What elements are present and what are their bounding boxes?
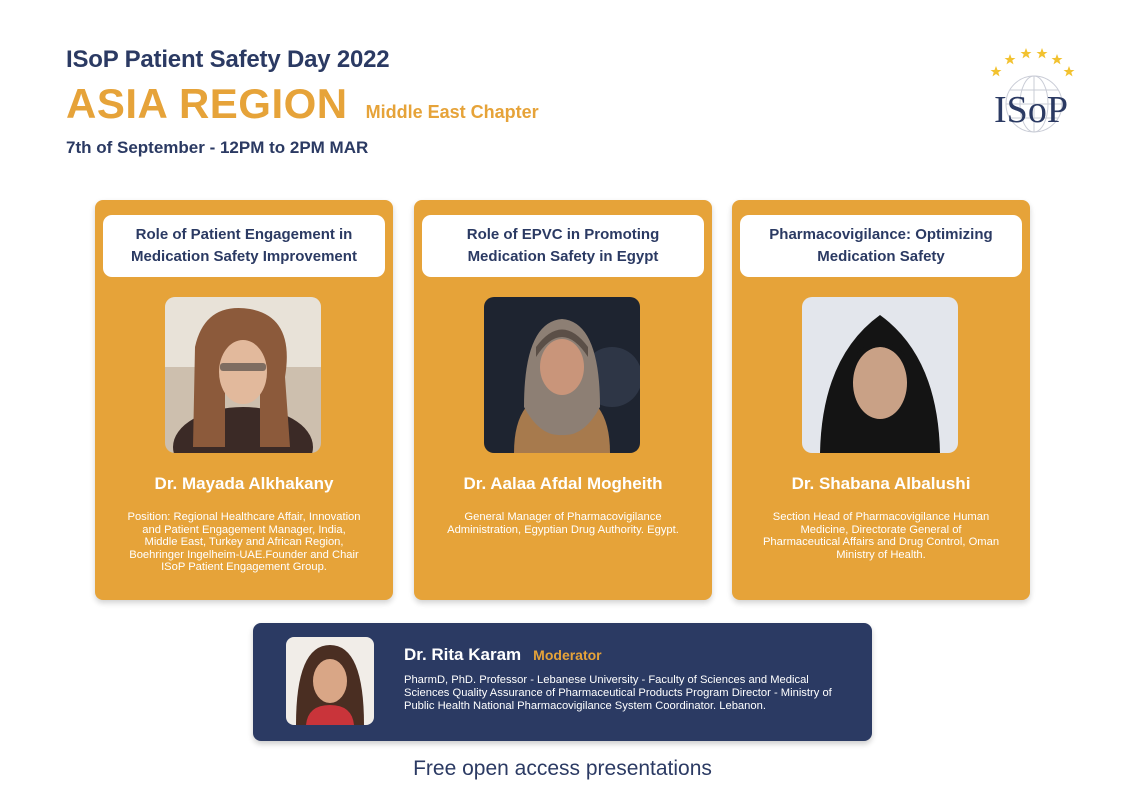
speaker-card xyxy=(95,200,393,600)
region-row xyxy=(66,80,539,128)
header xyxy=(66,46,539,158)
talk-title: Role of Patient Engagement in Medication Safety Improvement xyxy=(103,215,385,277)
speaker-bio: General Manager of Pharmacovigilance Administration, Egyptian Drug Authority. Egypt. xyxy=(447,511,679,536)
logo-text: ISoP xyxy=(994,89,1068,131)
footer-text: Free open access presentations xyxy=(413,757,712,780)
moderator-name-row xyxy=(404,645,602,665)
speaker-card xyxy=(414,200,712,600)
speaker-bio: Section Head of Pharmacovigilance Human Medicine, Directorate General of Pharmaceutical Affairs and Drug Control, Oman Ministry of Health. xyxy=(762,511,1000,561)
event-title: ISoP Patient Safety Day 2022 xyxy=(66,46,390,73)
speaker-name: Dr. Shabana Albalushi xyxy=(791,474,971,493)
moderator-bio: PharmD, PhD. Professor - Lebanese University - Faculty of Sciences and Medical Sciences Quality Assurance of Pharmaceutical Products Program Director - Ministry of Public Health National Pharmacovigilance System Coordinator. Lebanon. xyxy=(404,674,832,712)
globe-stars-logo-icon xyxy=(976,42,1086,142)
speaker-name: Dr. Aalaa Afdal Mogheith xyxy=(463,474,663,493)
speaker-card xyxy=(732,200,1030,600)
isop-logo xyxy=(976,42,1086,142)
region-title: ASIA REGION xyxy=(66,80,348,127)
event-date: 7th of September - 12PM to 2PM MAR xyxy=(66,138,369,157)
speaker-photo xyxy=(484,297,640,453)
speaker-name: Dr. Mayada Alkhakany xyxy=(154,474,334,493)
moderator-card xyxy=(253,623,872,741)
speaker-photo xyxy=(802,297,958,453)
speaker-photo xyxy=(165,297,321,453)
chapter-subtitle: Middle East Chapter xyxy=(365,102,539,122)
talk-title: Role of EPVC in Promoting Medication Safety in Egypt xyxy=(422,215,704,277)
moderator-name: Dr. Rita Karam xyxy=(404,645,522,664)
moderator-photo xyxy=(286,637,374,725)
moderator-role: Moderator xyxy=(533,647,602,663)
speaker-bio: Position: Regional Healthcare Affair, Innovation and Patient Engagement Manager, India, Middle East, Turkey and African Region, Boehringer Ingelheim-UAE.Founder and Chair ISoP Patient Engagement Group. xyxy=(127,511,361,573)
talk-title: Pharmacovigilance: Optimizing Medication Safety xyxy=(740,215,1022,277)
